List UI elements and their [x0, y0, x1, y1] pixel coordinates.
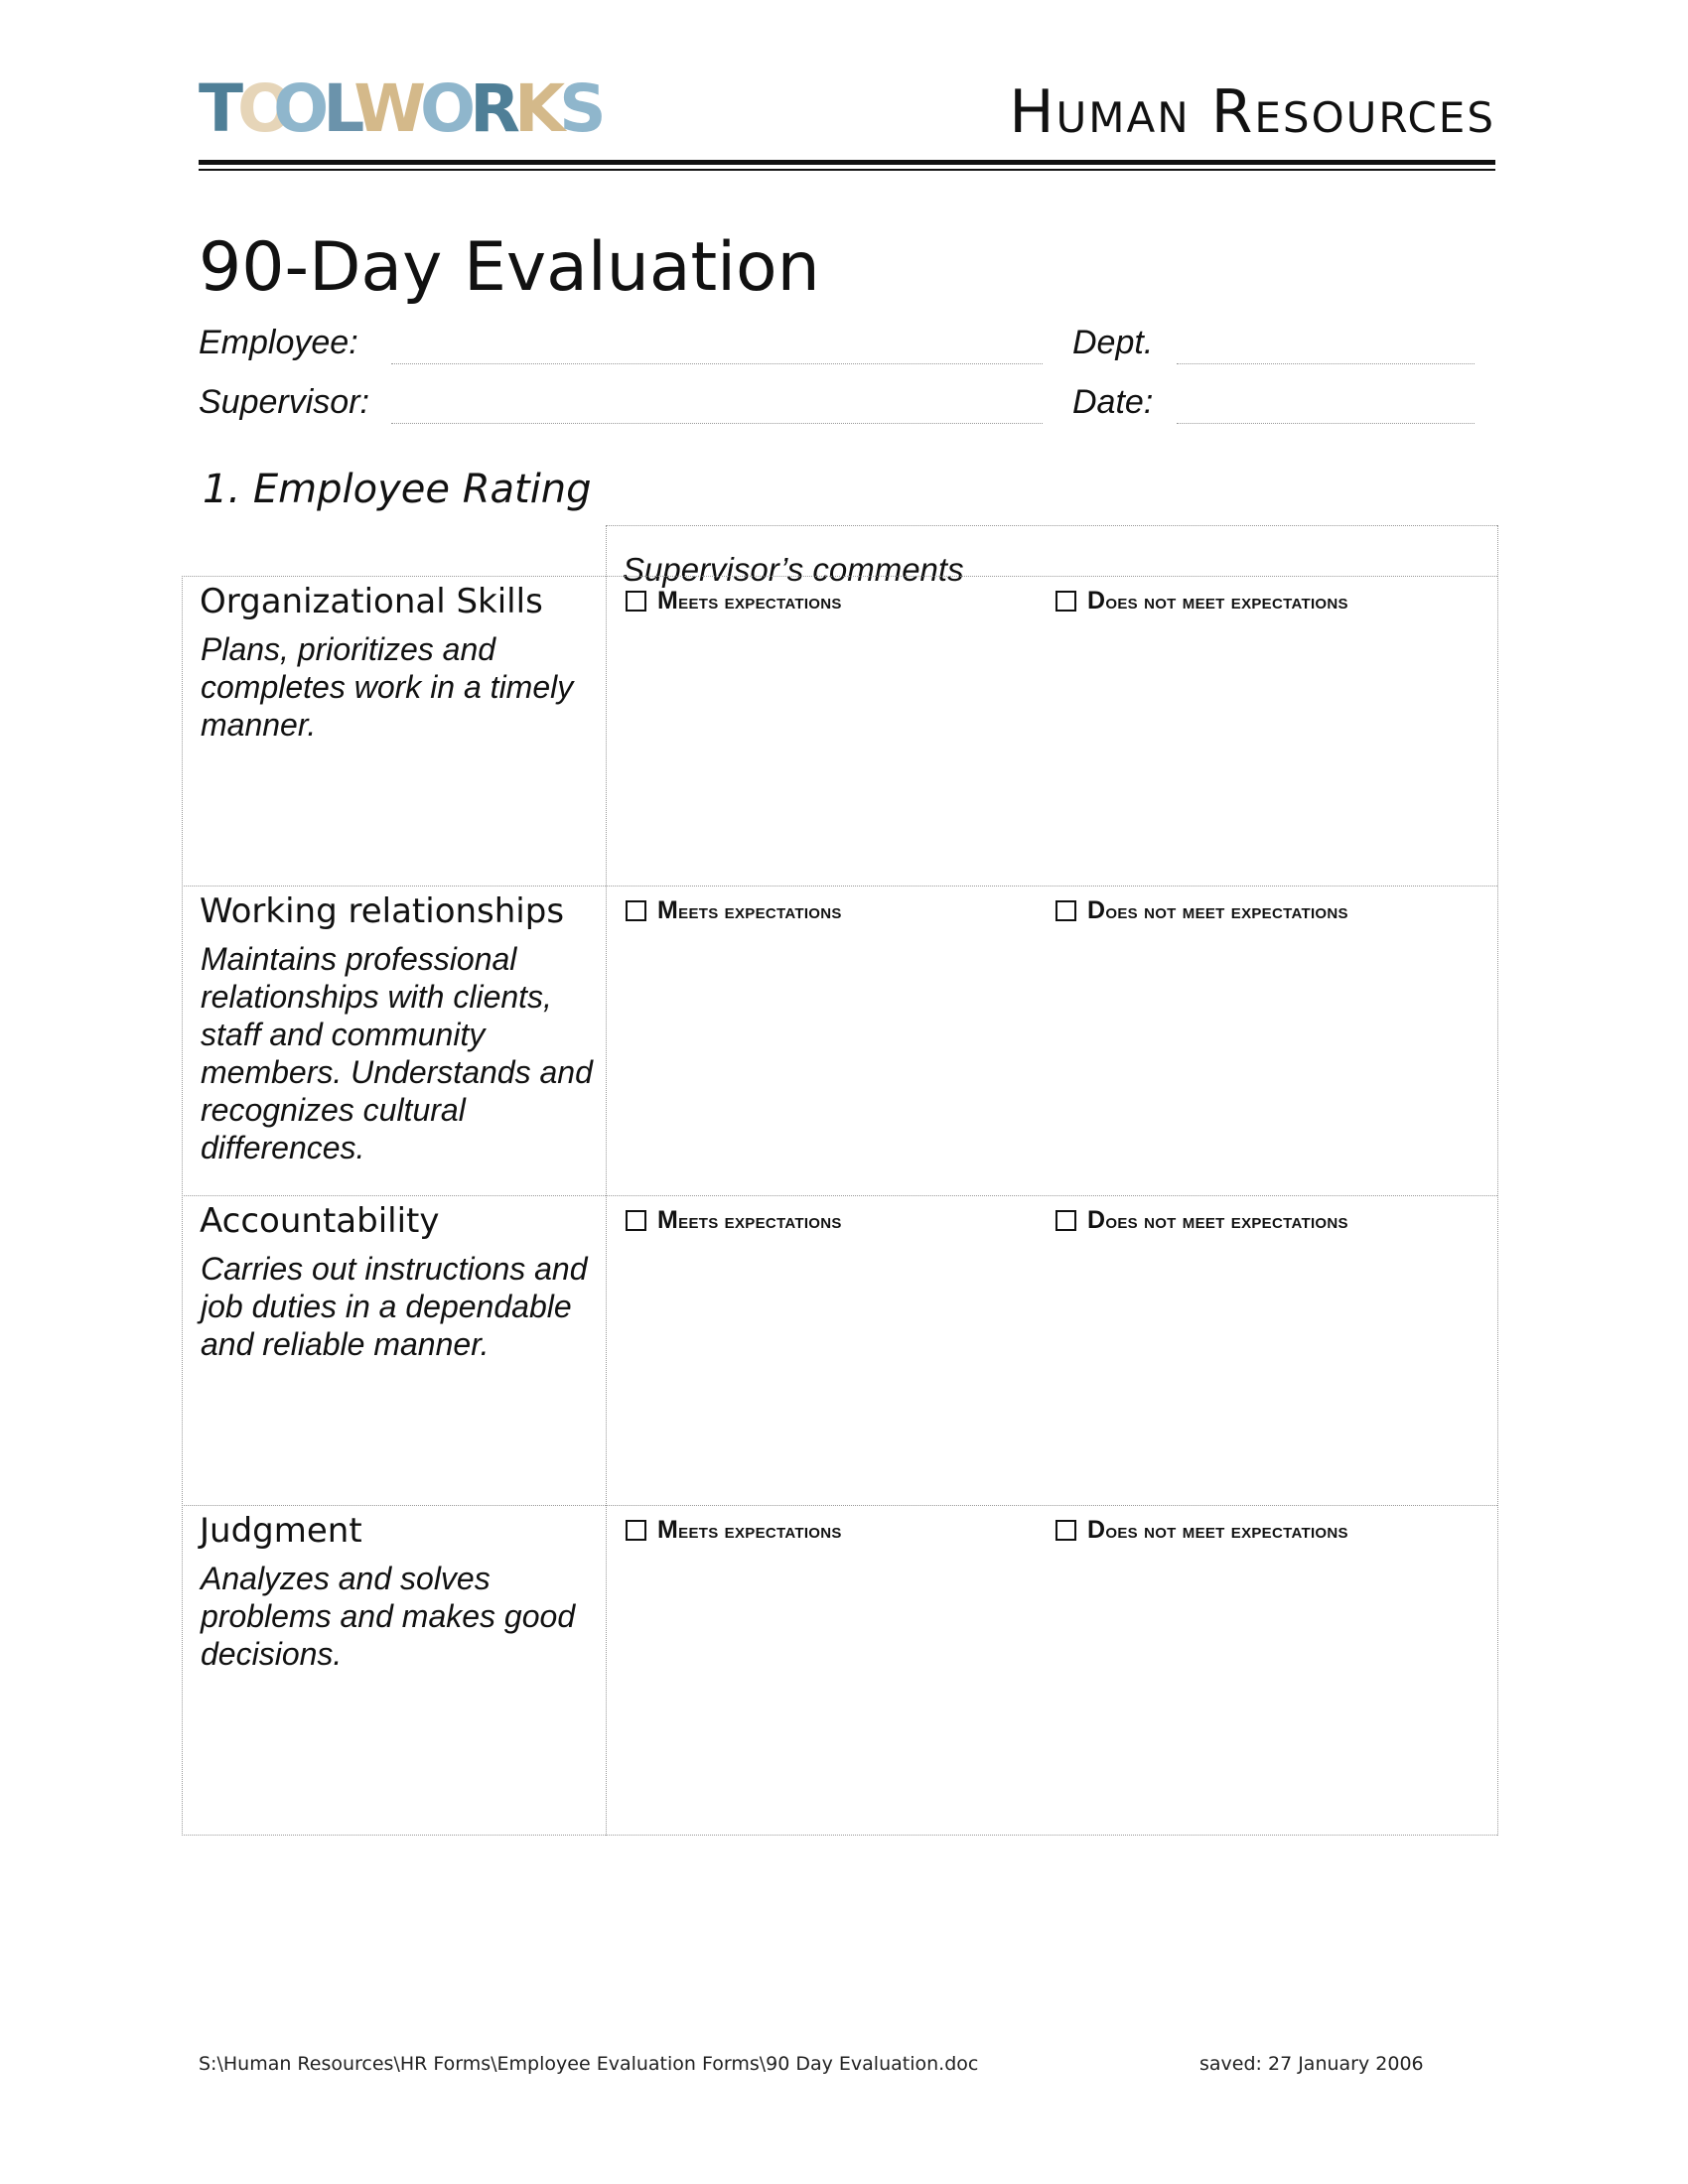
checkbox-icon[interactable] [626, 900, 646, 921]
row-divider [182, 1505, 1497, 1506]
meets-expectations-checkbox[interactable] [626, 587, 842, 615]
department-header: Human Resources [1009, 77, 1495, 147]
table-right-border [1497, 525, 1498, 1836]
supervisor-field[interactable] [391, 423, 1043, 424]
company-logo [199, 69, 601, 147]
does-not-meet-expectations-label: Does not meet expectations [1087, 896, 1348, 924]
meets-expectations-checkbox[interactable] [626, 1516, 842, 1545]
date-label: Date: [1072, 383, 1154, 421]
dept-field[interactable] [1177, 363, 1475, 364]
checkbox-icon[interactable] [1055, 1520, 1076, 1541]
meets-expectations-label: Meets expectations [657, 587, 842, 614]
logo-wordmark [199, 69, 601, 147]
table-top-border [606, 525, 1497, 526]
meets-expectations-checkbox[interactable] [626, 1206, 842, 1235]
header-rule-thick [199, 160, 1495, 165]
employee-label: Employee: [199, 324, 358, 361]
supervisor-label: Supervisor: [199, 383, 369, 421]
criterion-description: Analyzes and solves problems and makes good decisions. [201, 1561, 576, 1672]
checkbox-icon[interactable] [626, 591, 646, 612]
does-not-meet-expectations-checkbox[interactable] [1055, 587, 1348, 615]
criterion-description: Maintains professional relationships with clients, staff and community members. Understands and recognizes cultural differences. [201, 941, 593, 1165]
does-not-meet-expectations-checkbox[interactable] [1055, 1516, 1348, 1545]
employee-field[interactable] [391, 363, 1043, 364]
checkbox-icon[interactable] [1055, 900, 1076, 921]
does-not-meet-expectations-label: Does not meet expectations [1087, 1516, 1348, 1544]
meets-expectations-label: Meets expectations [657, 896, 842, 924]
header-rule-thin [199, 169, 1495, 171]
does-not-meet-expectations-label: Does not meet expectations [1087, 587, 1348, 614]
checkbox-icon[interactable] [1055, 591, 1076, 612]
criterion-name: Accountability [200, 1201, 440, 1241]
meets-expectations-label: Meets expectations [657, 1206, 842, 1234]
criterion-description: Plans, prioritizes and completes work in a timely manner. [201, 631, 574, 743]
section-title-employee-rating: 1. Employee Rating [203, 467, 592, 512]
checkbox-icon[interactable] [626, 1520, 646, 1541]
checkbox-icon[interactable] [1055, 1210, 1076, 1231]
page-title: 90-Day Evaluation [199, 228, 820, 307]
dept-label: Dept. [1072, 324, 1154, 361]
criterion-description: Carries out instructions and job duties in a dependable and reliable manner. [201, 1251, 588, 1362]
criterion-name: Organizational Skills [200, 582, 543, 621]
row-divider [182, 576, 1497, 577]
does-not-meet-expectations-checkbox[interactable] [1055, 896, 1348, 925]
svg-text:TOOLWORKS: TOOLWORKS [199, 70, 601, 147]
row-divider [182, 1195, 1497, 1196]
criterion-name: Judgment [200, 1511, 362, 1551]
meets-expectations-label: Meets expectations [657, 1516, 842, 1544]
criterion-name: Working relationships [200, 891, 565, 931]
row-divider [182, 886, 1497, 887]
checkbox-icon[interactable] [626, 1210, 646, 1231]
supervisor-comments-header: Supervisor’s comments [623, 551, 964, 588]
footer-saved-date: saved: 27 January 2006 [1199, 2053, 1424, 2075]
table-left-border [182, 576, 183, 1836]
rating-table [182, 525, 1497, 1836]
does-not-meet-expectations-label: Does not meet expectations [1087, 1206, 1348, 1234]
does-not-meet-expectations-checkbox[interactable] [1055, 1206, 1348, 1235]
footer-file-path: S:\Human Resources\HR Forms\Employee Evaluation Forms\90 Day Evaluation.doc [199, 2053, 979, 2075]
meets-expectations-checkbox[interactable] [626, 896, 842, 925]
table-bottom-border [182, 1835, 1497, 1836]
date-field[interactable] [1177, 423, 1475, 424]
